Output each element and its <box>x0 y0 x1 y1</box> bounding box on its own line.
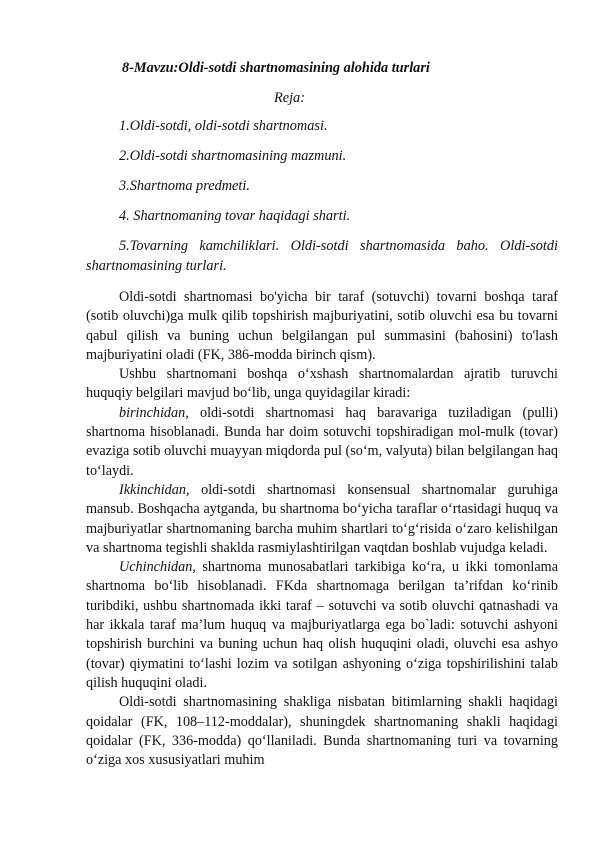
plan-heading: Reja: <box>274 90 305 106</box>
paragraph <box>86 558 558 693</box>
paragraph <box>86 404 558 481</box>
document-title: 8-Mavzu:Oldi-sotdi shartnomasining alohida turlari <box>122 60 430 76</box>
paragraph-lead: birinchidan, <box>119 404 189 421</box>
body-text <box>86 288 558 770</box>
paragraph <box>86 481 558 558</box>
plan-item: 5.Tovarning kamchiliklari. Oldi-sotdi shartnomasida baho. Oldi-sotdi shartnomasining turlari. <box>86 238 558 274</box>
paragraph <box>86 365 558 404</box>
paragraph-text: oldi-sotdi shartnomasi haq baravariga tuziladigan (pulli) shartnoma hisoblanadi. Bunda har doim sotuvchi topshiradigan mol-mulk (tovar) evaziga sotib oluvchi muayyan miqdorda pul (so‘m, valyuta) bilan belgilangan haq to‘laydi. <box>86 404 558 479</box>
paragraph-lead: Ikkinchidan, <box>119 481 190 498</box>
plan-item: 4. Shartnomaning tovar haqidagi sharti. <box>119 208 351 224</box>
plan-item: 3.Shartnoma predmeti. <box>119 178 250 194</box>
paragraph-lead: Uchinchidan, <box>119 559 196 576</box>
paragraph-text: shartnoma munosabatlari tarkibiga ko‘ra, u ikki tomonlama shartnoma bo‘lib hisoblanadi. FKda shartnomaga berilgan ta’rifdan ko‘rinib turibdiki, ushbu shartnomada ikki taraf – sotuvchi va sotib oluvchi qatnashadi va har ikkala taraf ma’lum huquq va majburiyatlarga ega bo`ladi: sotuvchi ashyoni topshirish burchini va buning uchun haq olish huquqini oladi, oluvchi esa ashyo (tovar) qiymatini to‘lashi lozim va sotilgan ashyoning o‘ziga topshirilishini talab qilish huquqini oladi. <box>86 559 558 691</box>
paragraph-text: oldi-sotdi shartnomasi konsensual shartnomalar guruhiga mansub. Boshqacha aytganda, bu shartnoma bo‘yicha taraflar o‘rtasidagi huquq va majburiyatlar shartnomaning barcha muhim shartlari to‘g‘risida o‘zaro kelishilgan va shartnoma tegishli shaklda rasmiylashtirilgan vaqtdan boshlab vujudga keladi. <box>86 481 558 556</box>
paragraph <box>86 288 558 365</box>
plan-item: 2.Oldi-sotdi shartnomasining mazmuni. <box>119 148 347 164</box>
paragraph-text: Oldi-sotdi shartnomasi bo'yicha bir taraf (sotuvchi) tovarni boshqa taraf (sotib oluvchi)ga mulk qilib topshirish majburiyatini, sotib oluvchi esa bu tovarni qabul qilish va buning uchun belgilangan pul summasini (bahosini) to'lash majburiyatini oladi (FK, 386-modda birinch qism). <box>86 289 558 363</box>
plan-item: 1.Oldi-sotdi, oldi-sotdi shartnomasi. <box>119 118 328 134</box>
paragraph <box>86 693 558 770</box>
paragraph-text: Oldi-sotdi shartnomasining shakliga nisbatan bitimlarning shakli haqidagi qoidalar (FK, 108–112-moddalar), shuningdek shartnomaning shakli haqidagi qoidalar (FK, 336-modda) qo‘llaniladi. Bunda shartnomaning turi va tovarning o‘ziga xos xususiyatlari muhim <box>86 694 558 769</box>
paragraph-text: Ushbu shartnomani boshqa o‘xshash shartnomalardan ajratib turuvchi huquqiy belgilari mavjud bo‘lib, unga quyidagilar kiradi: <box>86 366 558 402</box>
